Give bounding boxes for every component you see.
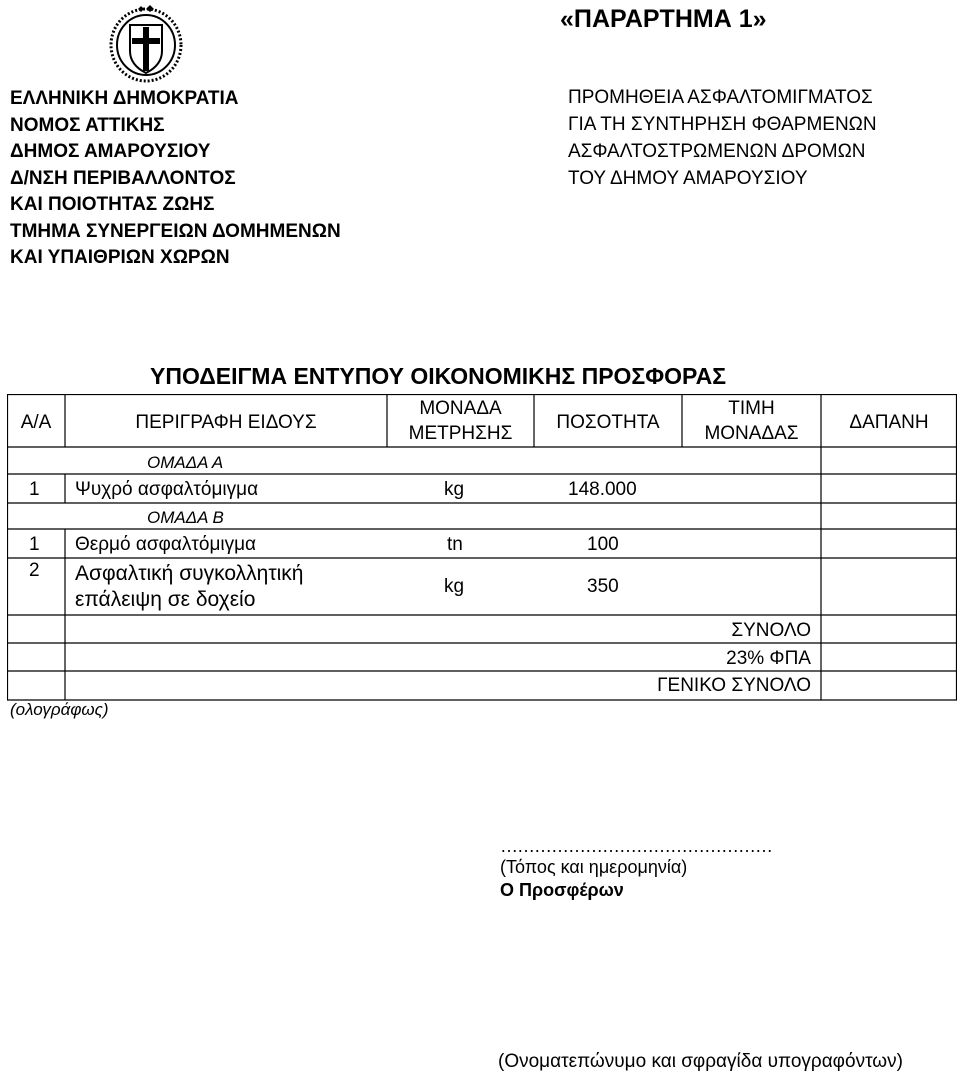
amount-in-words-label: (ολογράφως) [10, 700, 109, 719]
header-quantity: ΠΟΣΟΤΗΤΑ [556, 412, 660, 433]
row-aa: 1 [29, 479, 40, 500]
offer-table [7, 394, 957, 701]
issuer-line: ΕΛΛΗΝΙΚΗ ΔΗΜΟΚΡΑΤΙΑ [10, 88, 239, 109]
header-aa: Α/Α [20, 412, 52, 433]
row-description-line2: επάλειψη σε δοχείο [75, 588, 256, 611]
vat-label: 23% ΦΠΑ [726, 648, 811, 669]
issuer-line: ΚΑΙ ΠΟΙΟΤΗΤΑΣ ΖΩΗΣ [10, 194, 215, 215]
header-unit-line1: ΜΟΝΑΔΑ [419, 398, 502, 419]
name-stamp-label: (Ονοματεπώνυμο και σφραγίδα υπογραφόντων) [498, 1051, 903, 1072]
row-aa: 1 [29, 534, 40, 555]
greek-emblem-icon [108, 3, 184, 83]
subject-line: ΠΡΟΜΗΘΕΙΑ ΑΣΦΑΛΤΟΜΙΓΜΑΤΟΣ [568, 87, 873, 108]
group-a-label: ΟΜΑΔΑ Α [147, 453, 224, 472]
issuer-line: ΤΜΗΜΑ ΣΥΝΕΡΓΕΙΩΝ ΔΟΜΗΜΕΝΩΝ [10, 220, 341, 242]
row-aa: 2 [29, 560, 40, 581]
subject-line: ΑΣΦΑΛΤΟΣΤΡΩΜΕΝΩΝ ΔΡΟΜΩΝ [568, 141, 866, 162]
row-unit: tn [447, 534, 463, 555]
issuer-line: ΚΑΙ ΥΠΑΙΘΡΙΩΝ ΧΩΡΩΝ [10, 247, 230, 268]
row-description-line1: Ασφαλτική συγκολλητική [75, 562, 304, 585]
subject-line: ΓΙΑ ΤΗ ΣΥΝΤΗΡΗΣΗ ΦΘΑΡΜΕΝΩΝ [568, 114, 877, 135]
subject-line: ΤΟΥ ΔΗΜΟΥ ΑΜΑΡΟΥΣΙΟΥ [568, 168, 808, 189]
row-quantity: 100 [587, 534, 619, 555]
bidder-label: Ο Προσφέρων [500, 880, 624, 900]
form-title: ΥΠΟΔΕΙΓΜΑ ΕΝΤΥΠΟΥ ΟΙΚΟΝΟΜΙΚΗΣ ΠΡΟΣΦΟΡΑΣ [150, 363, 727, 389]
row-quantity: 148.000 [568, 479, 637, 500]
issuer-line: ΔΗΜΟΣ ΑΜΑΡΟΥΣΙΟΥ [10, 141, 211, 162]
annex-title: «ΠΑΡΑΡΤΗΜΑ 1» [560, 5, 767, 33]
row-unit: kg [444, 576, 465, 597]
subject-block [568, 84, 877, 192]
issuer-block [10, 86, 341, 272]
header-cost: ΔΑΠΑΝΗ [849, 412, 929, 433]
issuer-line: ΝΟΜΟΣ ΑΤΤΙΚΗΣ [10, 114, 165, 136]
issuer-line: Δ/ΝΣΗ ΠΕΡΙΒΑΛΛΟΝΤΟΣ [10, 167, 236, 189]
row-description: Ψυχρό ασφαλτόμιγμα [75, 479, 259, 500]
header-unit-line2: ΜΕΤΡΗΣΗΣ [408, 423, 513, 444]
header-price-line1: ΤΙΜΗ [728, 398, 775, 419]
subtotal-label: ΣΥΝΟΛΟ [731, 620, 811, 641]
group-b-label: ΟΜΑΔΑ Β [147, 508, 224, 527]
row-quantity: 350 [587, 576, 619, 597]
row-unit: kg [444, 479, 465, 500]
place-date-label: (Τόπος και ημερομηνία) [500, 857, 688, 877]
header-price-line2: ΜΟΝΑΔΑΣ [704, 423, 799, 444]
header-description: ΠΕΡΙΓΡΑΦΗ ΕΙΔΟΥΣ [135, 412, 317, 433]
row-description: Θερμό ασφαλτόμιγμα [75, 534, 257, 555]
grand-total-label: ΓΕΝΙΚΟ ΣΥΝΟΛΟ [657, 675, 811, 696]
signature-dots: ………………………………………… [500, 836, 772, 856]
